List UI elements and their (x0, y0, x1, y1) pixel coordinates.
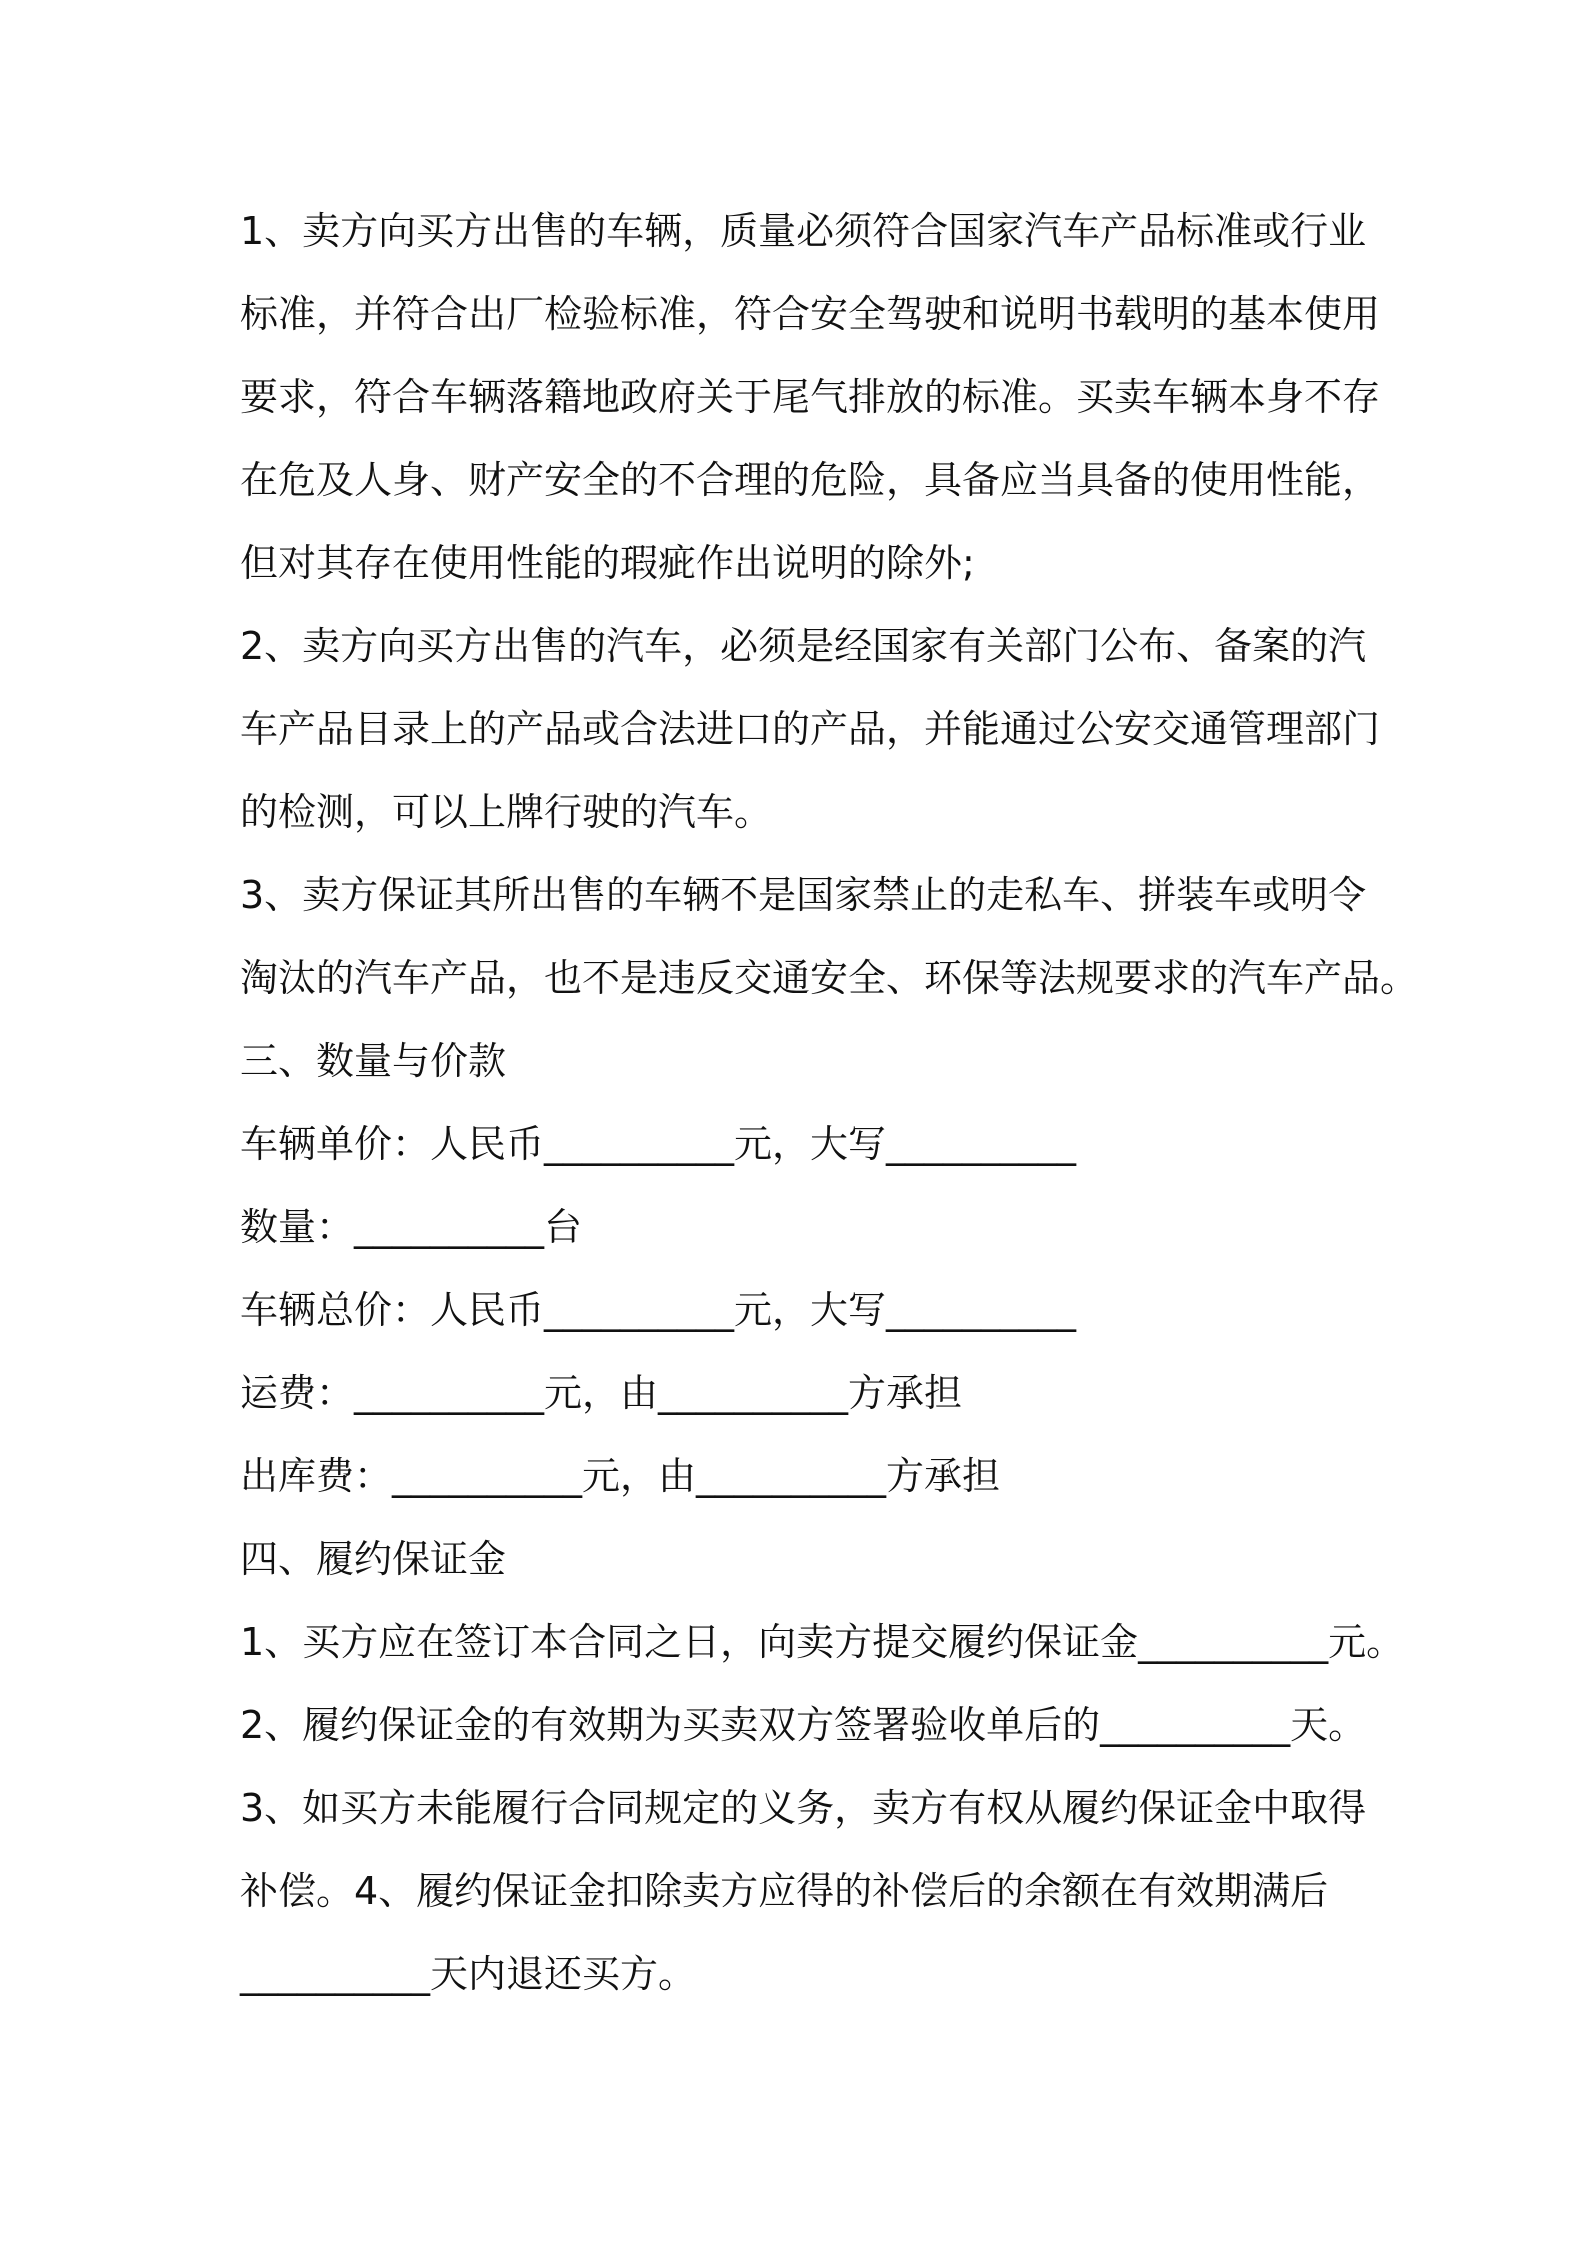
section-heading: 四、履约保证金 (240, 1537, 507, 1581)
form-field-quantity: 数量：__________台 (240, 1205, 583, 1249)
text-line: 2、卖方向买方出售的汽车，必须是经国家有关部门公布、备案的汽 (240, 624, 1367, 668)
text-line: 车产品目录上的产品或合法进口的产品，并能通过公安交通管理部门 (240, 707, 1381, 751)
text-line: 2、履约保证金的有效期为买卖双方签署验收单后的__________天。 (240, 1703, 1367, 1747)
text-line: 补偿。4、履约保证金扣除卖方应得的补偿后的余额在有效期满后 (240, 1869, 1329, 1913)
text-line: 3、卖方保证其所出售的车辆不是国家禁止的走私车、拼装车或明令 (240, 873, 1367, 917)
text-line: 1、卖方向买方出售的车辆，质量必须符合国家汽车产品标准或行业 (240, 209, 1367, 253)
text-line: 在危及人身、财产安全的不合理的危险，具备应当具备的使用性能， (240, 458, 1381, 502)
form-field-unit-price: 车辆单价：人民币__________元，大写__________ (240, 1122, 1077, 1166)
text-line: 要求，符合车辆落籍地政府关于尾气排放的标准。买卖车辆本身不存 (240, 375, 1381, 419)
text-line: 但对其存在使用性能的瑕疵作出说明的除外; (240, 541, 975, 585)
form-field-warehouse-fee: 出库费：__________元，由__________方承担 (240, 1454, 1001, 1498)
text-line: 淘汰的汽车产品，也不是违反交通安全、环保等法规要求的汽车产品。 (240, 956, 1419, 1000)
text-line: __________天内退还买方。 (240, 1952, 697, 1996)
text-line: 标准，并符合出厂检验标准，符合安全驾驶和说明书载明的基本使用 (240, 292, 1381, 336)
text-line: 的检测，可以上牌行驶的汽车。 (240, 790, 773, 834)
text-line: 1、买方应在签订本合同之日，向卖方提交履约保证金__________元。 (240, 1620, 1405, 1664)
form-field-total-price: 车辆总价：人民币__________元，大写__________ (240, 1288, 1077, 1332)
section-heading: 三、数量与价款 (240, 1039, 507, 1083)
form-field-freight: 运费：__________元，由__________方承担 (240, 1371, 963, 1415)
text-line: 3、如买方未能履行合同规定的义务，卖方有权从履约保证金中取得 (240, 1786, 1367, 1830)
